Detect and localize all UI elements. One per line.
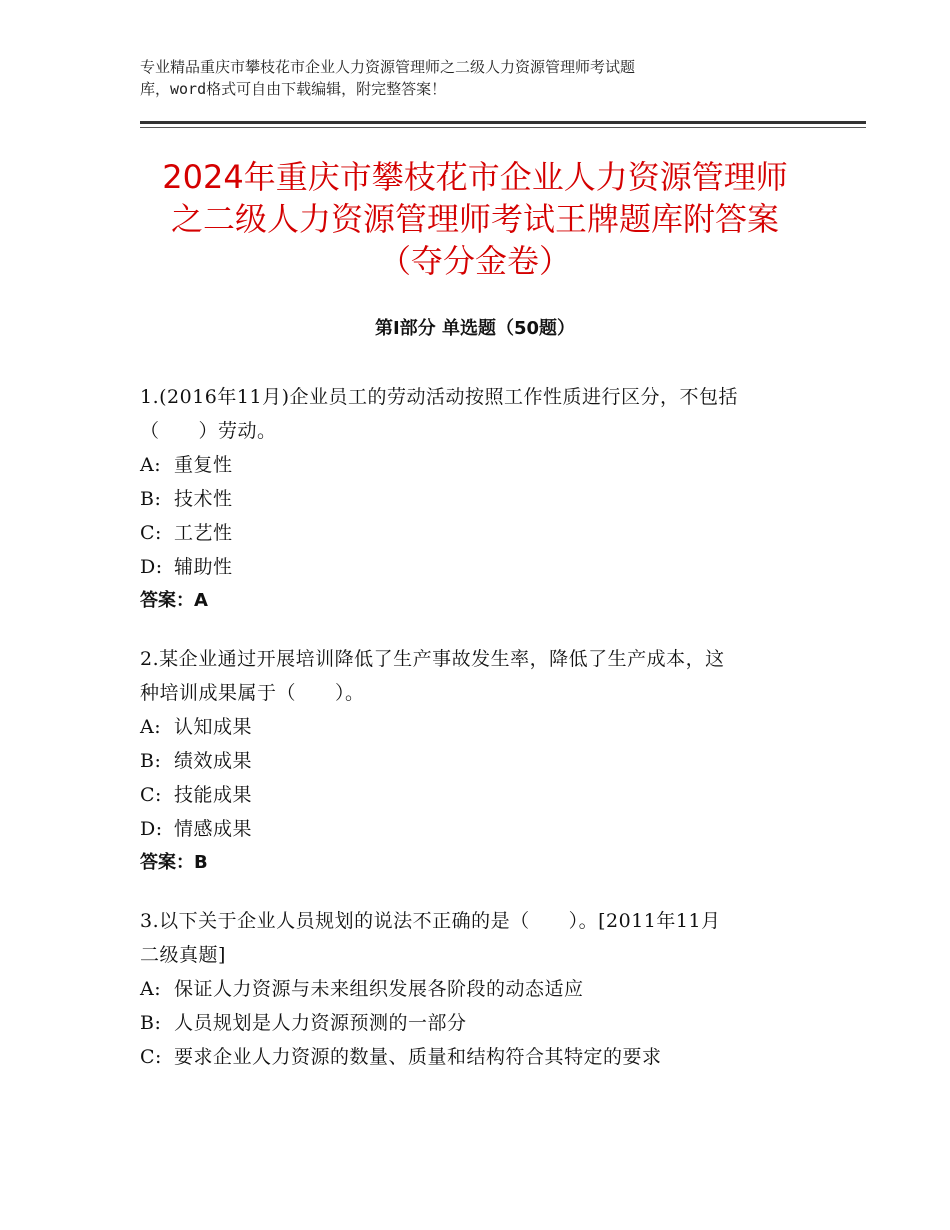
document-title bbox=[120, 156, 830, 282]
header-divider-thin bbox=[140, 127, 866, 128]
option-key: C: bbox=[140, 522, 162, 544]
option-text: 要求企业人力资源的数量、质量和结构符合其特定的要求 bbox=[174, 1046, 662, 1068]
option-text: 技术性 bbox=[174, 488, 233, 510]
question-stem-line: （ ）劳动。 bbox=[140, 420, 277, 442]
question-stem-line: 1.(2016年11月)企业员工的劳动活动按照工作性质进行区分，不包括 bbox=[140, 386, 738, 408]
option-text: 情感成果 bbox=[174, 818, 253, 840]
option-key: B: bbox=[140, 488, 162, 510]
header-note-line-2: 库，word格式可自由下载编辑，附完整答案！ bbox=[140, 80, 447, 98]
option-key: C: bbox=[140, 784, 162, 806]
option-d bbox=[140, 550, 830, 584]
question-list bbox=[140, 380, 830, 1098]
option-text: 重复性 bbox=[174, 454, 233, 476]
title-line-2: 之二级人力资源管理师考试王牌题库附答案 bbox=[170, 200, 779, 238]
option-text: 认知成果 bbox=[174, 716, 253, 738]
question-2 bbox=[140, 642, 830, 880]
option-text: 工艺性 bbox=[174, 522, 233, 544]
header-note bbox=[140, 56, 780, 100]
question-3 bbox=[140, 904, 830, 1074]
header-divider-thick bbox=[140, 121, 866, 124]
option-key: D: bbox=[140, 556, 163, 578]
question-stem-line: 2.某企业通过开展培训降低了生产事故发生率，降低了生产成本，这 bbox=[140, 648, 725, 670]
option-text: 保证人力资源与未来组织发展各阶段的动态适应 bbox=[174, 978, 584, 1000]
option-key: C: bbox=[140, 1046, 162, 1068]
option-text: 绩效成果 bbox=[174, 750, 253, 772]
answer-label: 答案：A bbox=[140, 590, 208, 611]
option-b bbox=[140, 744, 830, 778]
option-key: B: bbox=[140, 750, 162, 772]
option-c bbox=[140, 516, 830, 550]
option-key: B: bbox=[140, 1012, 162, 1034]
option-b bbox=[140, 1006, 830, 1040]
section-heading: 第Ⅰ部分 单选题（50题） bbox=[374, 318, 575, 339]
question-stem-line: 种培训成果属于（ ）。 bbox=[140, 682, 365, 704]
option-a bbox=[140, 972, 830, 1006]
option-key: A: bbox=[140, 978, 162, 1000]
option-key: A: bbox=[140, 716, 162, 738]
option-key: A: bbox=[140, 454, 162, 476]
title-line-1: 2024年重庆市攀枝花市企业人力资源管理师 bbox=[162, 158, 788, 196]
option-d bbox=[140, 812, 830, 846]
title-line-3: （夺分金卷） bbox=[378, 242, 571, 280]
question-stem-line: 二级真题] bbox=[140, 944, 226, 966]
option-text: 人员规划是人力资源预测的一部分 bbox=[174, 1012, 467, 1034]
option-a bbox=[140, 448, 830, 482]
option-c bbox=[140, 1040, 830, 1074]
option-a bbox=[140, 710, 830, 744]
option-key: D: bbox=[140, 818, 163, 840]
question-1 bbox=[140, 380, 830, 618]
option-c bbox=[140, 778, 830, 812]
option-text: 辅助性 bbox=[174, 556, 233, 578]
option-b bbox=[140, 482, 830, 516]
header-note-line-1: 专业精品重庆市攀枝花市企业人力资源管理师之二级人力资源管理师考试题 bbox=[140, 58, 636, 76]
answer-label: 答案：B bbox=[140, 852, 208, 873]
question-stem-line: 3.以下关于企业人员规划的说法不正确的是（ ）。[2011年11月 bbox=[140, 910, 721, 932]
option-text: 技能成果 bbox=[174, 784, 253, 806]
